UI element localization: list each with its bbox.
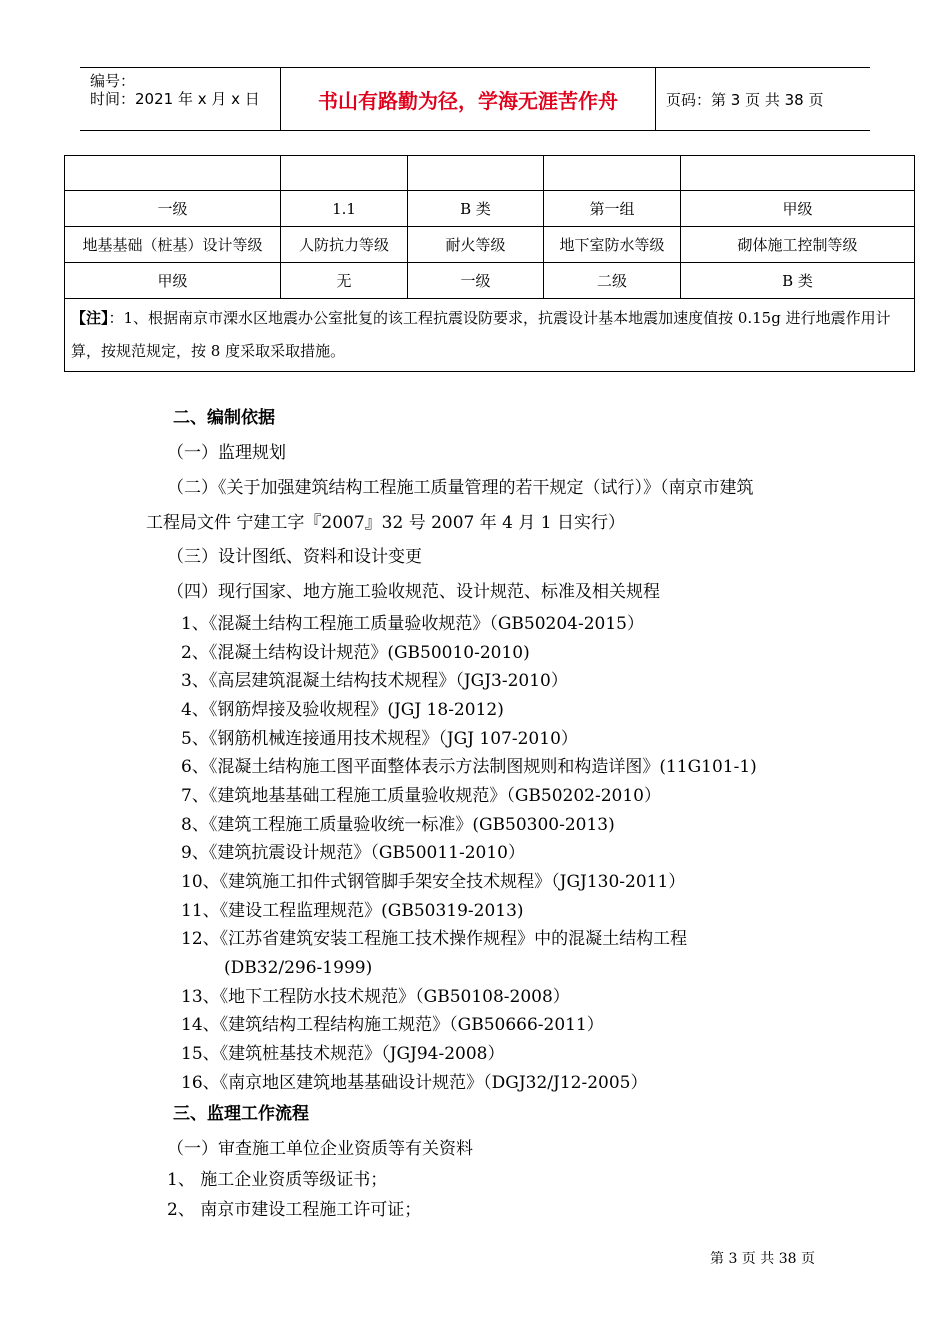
table-cell: 1.1 bbox=[281, 191, 408, 227]
table-cell: 砌体施工控制等级 bbox=[681, 227, 915, 263]
list-item: 2、《混凝土结构设计规范》(GB50010-2010) bbox=[181, 643, 530, 663]
list-item: 1、《混凝土结构工程施工质量验收规范》（GB50204-2015） bbox=[181, 614, 644, 634]
list-item: 16、《南京地区建筑地基基础设计规范》（DGJ32/J12-2005） bbox=[181, 1073, 648, 1093]
list-item: 3、《高层建筑混凝土结构技术规程》（JGJ3-2010） bbox=[181, 671, 568, 691]
note-text: ：1、根据南京市溧水区地震办公室批复的该工程抗震设防要求，抗震设计基本地震加速度值按 0.15g 进行地震作用计算，按规范规定，按 8 度采取采取措施。 bbox=[71, 309, 891, 360]
table-cell: 人防抗力等级 bbox=[281, 227, 408, 263]
table-cell bbox=[681, 156, 915, 191]
list-item: 9、《建筑抗震设计规范》（GB50011-2010） bbox=[181, 843, 525, 863]
table-cell: 地下室防水等级 bbox=[544, 227, 681, 263]
list-item: (DB32/296-1999) bbox=[224, 958, 373, 978]
table-cell: B 类 bbox=[681, 263, 915, 299]
table-cell: 一级 bbox=[65, 191, 281, 227]
table-cell: B 类 bbox=[408, 191, 544, 227]
paragraph: （四）现行国家、地方施工验收规范、设计规范、标准及相关规程 bbox=[167, 582, 660, 602]
list-item: 11、《建设工程监理规范》(GB50319-2013) bbox=[181, 901, 524, 921]
list-item: 6、《混凝土结构施工图平面整体表示方法制图规则和构造详图》(11G101-1) bbox=[181, 757, 757, 777]
table-cell: 第一组 bbox=[544, 191, 681, 227]
table-cell: 甲级 bbox=[681, 191, 915, 227]
number-label: 编号： bbox=[90, 72, 136, 90]
table-note bbox=[65, 299, 915, 372]
page-header bbox=[80, 67, 870, 131]
section-heading: 二、编制依据 bbox=[173, 408, 275, 428]
table-cell: 地基基础（桩基）设计等级 bbox=[65, 227, 281, 263]
table-cell bbox=[65, 156, 281, 191]
paragraph: （二）《关于加强建筑结构工程施工质量管理的若干规定（试行）》（南京市建筑 bbox=[167, 478, 754, 498]
table-row bbox=[65, 299, 915, 372]
note-prefix: 【注】 bbox=[71, 309, 109, 327]
paragraph: （一）审查施工单位企业资质等有关资料 bbox=[167, 1139, 473, 1159]
table-row bbox=[65, 227, 915, 263]
header-meta bbox=[80, 68, 281, 130]
list-item: 14、《建筑结构工程结构施工规范》（GB50666-2011） bbox=[181, 1015, 604, 1035]
list-item: 15、《建筑桩基技术规范》（JGJ94-2008） bbox=[181, 1044, 505, 1064]
table-row bbox=[65, 156, 915, 191]
table-cell: 一级 bbox=[408, 263, 544, 299]
paragraph: 工程局文件 宁建工字『2007』32 号 2007 年 4 月 1 日实行） bbox=[146, 513, 626, 533]
header-page: 页码：第 3 页 共 38 页 bbox=[666, 90, 824, 109]
list-item: 8、《建筑工程施工质量验收统一标准》(GB50300-2013) bbox=[181, 815, 615, 835]
paragraph: 2、 南京市建设工程施工许可证； bbox=[167, 1200, 422, 1220]
table-row bbox=[65, 263, 915, 299]
list-item: 12、《江苏省建筑安装工程施工技术操作规程》中的混凝土结构工程 bbox=[181, 929, 688, 949]
list-item: 10、《建筑施工扣件式钢管脚手架安全技术规程》（JGJ130-2011） bbox=[181, 872, 686, 892]
list-item: 7、《建筑地基基础工程施工质量验收规范》（GB50202-2010） bbox=[181, 786, 661, 806]
table-cell bbox=[281, 156, 408, 191]
paragraph: （一）监理规划 bbox=[167, 443, 286, 463]
table-cell bbox=[544, 156, 681, 191]
section-heading: 三、监理工作流程 bbox=[173, 1104, 309, 1124]
paragraph: （三）设计图纸、资料和设计变更 bbox=[167, 547, 422, 567]
header-motto: 书山有路勤为径，学海无涯苦作舟 bbox=[281, 68, 656, 130]
time-label: 时间：2021 年 x 月 x 日 bbox=[90, 90, 260, 108]
list-item: 5、《钢筋机械连接通用技术规程》（JGJ 107-2010） bbox=[181, 729, 578, 749]
table-cell: 耐火等级 bbox=[408, 227, 544, 263]
table-cell bbox=[408, 156, 544, 191]
page-footer: 第 3 页 共 38 页 bbox=[710, 1251, 815, 1267]
paragraph: 1、 施工企业资质等级证书； bbox=[167, 1170, 388, 1190]
table-cell: 二级 bbox=[544, 263, 681, 299]
project-info-table bbox=[64, 155, 915, 372]
table-cell: 无 bbox=[281, 263, 408, 299]
list-item: 13、《地下工程防水技术规范》（GB50108-2008） bbox=[181, 987, 570, 1007]
table-cell: 甲级 bbox=[65, 263, 281, 299]
table-row bbox=[65, 191, 915, 227]
list-item: 4、《钢筋焊接及验收规程》(JGJ 18-2012) bbox=[181, 700, 504, 720]
